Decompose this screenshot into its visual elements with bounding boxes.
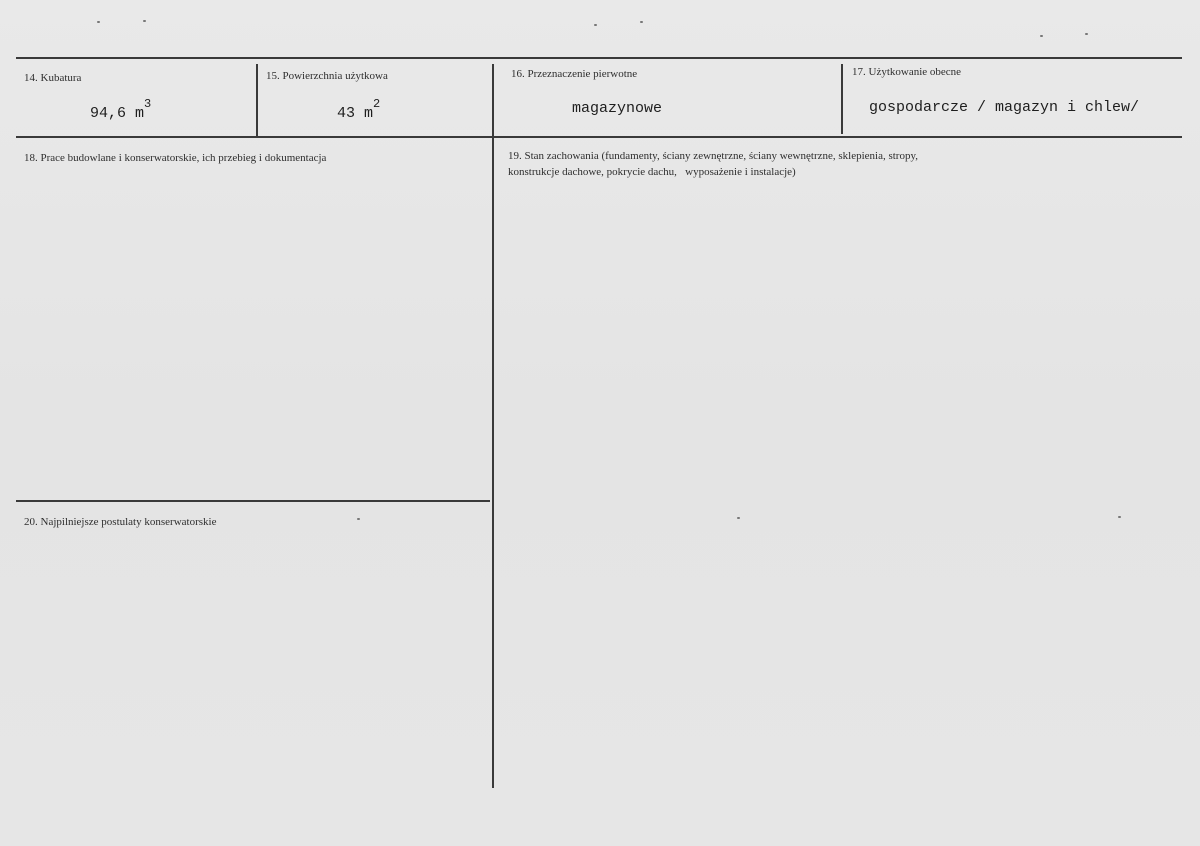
scan-speck [1118,516,1121,518]
uzytkowanie-value: gospodarcze / magazyn i chlew/ [869,99,1140,116]
kubatura-exponent: 3 [144,97,152,111]
kubatura-value [90,97,152,122]
stan-zachowania-label: 19. Stan zachowania (fundamenty, ściany zewnętrzne, ściany wewnętrzne, sklepienia, stropy, [508,150,919,162]
scan-speck [143,20,146,22]
stan-zachowania-label-cont: konstrukcje dachowe, pokrycie dachu, wyposażenie i instalacje) [508,166,796,178]
prace-budowlane-label: 18. Prace budowlane i konserwatorskie, ich przebieg i dokumentacja [24,152,327,164]
kubatura-number: 94,6 m [90,105,145,122]
powierzchnia-exponent: 2 [373,97,381,111]
scan-speck [1040,35,1043,37]
postulaty-label: 20. Najpilniejsze postulaty konserwatorskie [24,516,217,528]
uzytkowanie-label: 17. Użytkowanie obecne [852,66,962,78]
scan-speck [1085,33,1088,35]
powierzchnia-number: 43 m [337,105,374,122]
scan-speck [737,517,740,519]
scan-speck [97,21,100,23]
row-divider [16,136,1182,138]
powierzchnia-value [337,97,381,122]
column-divider [841,64,843,134]
scan-speck [357,518,360,520]
przeznaczenie-value: magazynowe [572,100,663,117]
kubatura-label: 14. Kubatura [24,72,82,84]
top-rule [16,57,1182,59]
column-divider [256,64,258,138]
scan-speck [594,24,597,26]
column-divider [492,64,494,788]
powierzchnia-label: 15. Powierzchnia użytkowa [266,70,388,82]
przeznaczenie-label: 16. Przeznaczenie pierwotne [511,68,638,80]
scan-speck [640,21,643,23]
section-divider [16,500,490,502]
